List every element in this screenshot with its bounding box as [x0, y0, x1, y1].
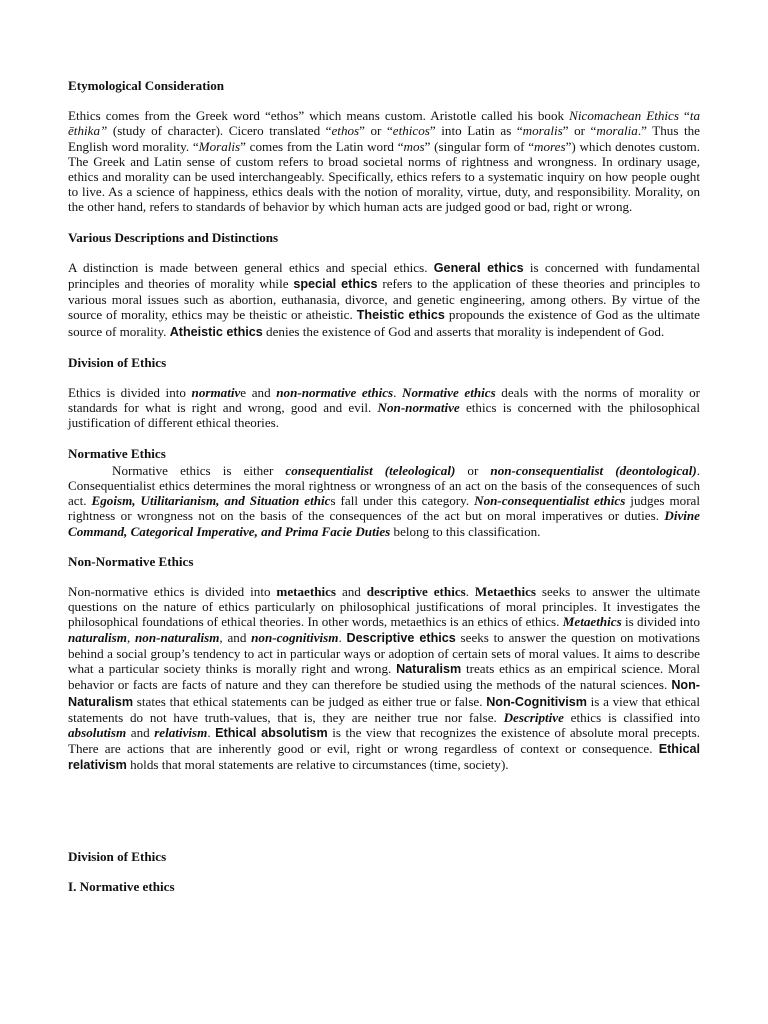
emphasis-run: naturalism: [68, 629, 127, 645]
emphasis-run: Naturalism: [396, 662, 462, 677]
emphasis-run: Non-normative: [377, 400, 460, 416]
heading-descriptions-distinctions: Various Descriptions and Distinctions: [68, 229, 279, 245]
heading-normative-ethics: Normative Ethics: [68, 445, 166, 461]
paragraph-normative: Normative ethics is either consequentialist (teleological) or non-consequentialist (deontological). Consequentialist ethics determines the moral rightness or wrongness of an act on the basis of the consequences of such act. Egoism, Utilitarianism, and Situation ethics fall under this category. Non-consequentialist ethics judges moral rightness or wrongness not on the basis of the consequences of the act but on moral imperatives or duties. Divine Command, Categorical Imperative, and Prima Facie Duties belong to this classification.: [68, 462, 701, 539]
emphasis-run: moralia: [596, 123, 638, 139]
emphasis-run: ethicos: [392, 123, 430, 139]
emphasis-run: Metaethics: [474, 584, 536, 600]
emphasis-run: Nicomachean Ethics: [569, 108, 679, 124]
heading-division-of-ethics: Division of Ethics: [68, 354, 167, 370]
emphasis-run: Theistic ethics: [356, 308, 445, 323]
emphasis-run: ethos: [331, 123, 360, 139]
emphasis-run: Ethical relativism: [68, 742, 700, 773]
emphasis-run: Descriptive: [503, 709, 564, 725]
emphasis-run: non-naturalism: [135, 629, 220, 645]
emphasis-run: special ethics: [293, 277, 378, 292]
emphasis-run: non-normative ethics: [276, 385, 394, 401]
emphasis-run: Non-Cognitivism: [486, 694, 587, 709]
emphasis-run: Divine Command, Categorical Imperative, and Prima Facie Duties: [68, 508, 700, 539]
heading-normative-ethics-roman: I. Normative ethics: [68, 878, 175, 894]
emphasis-run: Egoism, Utilitarianism, and Situation ethic: [91, 493, 331, 509]
emphasis-run: ta ēthika”: [68, 108, 701, 139]
paragraph-descriptions: A distinction is made between general ethics and special ethics. General ethics is concerned with fundamental principles and theories of morality while special ethics refers to the application of these theories and principles to various moral issues such as abortion, euthanasia, divorce, and genetic engineering, among others. By virtue of the source of morality, ethics may be theistic or atheistic. Theistic ethics propounds the existence of God as the ultimate source of morality. Atheistic ethics denies the existence of God and asserts that morality is independent of God.: [68, 259, 701, 339]
emphasis-run: non-cognitivism: [251, 629, 339, 645]
emphasis-run: absolutism: [68, 724, 127, 740]
emphasis-run: Non-consequentialist ethics: [474, 493, 626, 509]
emphasis-run: normativ: [191, 385, 241, 401]
emphasis-run: relativism: [154, 724, 208, 740]
emphasis-run: descriptive ethics: [366, 584, 466, 600]
emphasis-run: mos: [403, 138, 425, 154]
emphasis-run: General ethics: [433, 260, 524, 275]
emphasis-run: Descriptive ethics: [346, 630, 456, 645]
paragraph-etymology: Ethics comes from the Greek word “ethos” which means custom. Aristotle called his book Nicomachean Ethics “ta ēthika” (study of character). Cicero translated “ethos” or “ethicos” into Latin as “moralis” or “moralia.” Thus the English word morality. “Moralis” comes from the Latin word “mos” (singular form of “mores”) which denotes custom. The Greek and Latin sense of custom refers to broad societal norms of rightness and wrongness. In ordinary usage, ethics and morality can be used interchangeably. Specifically, ethics refers to a systematic inquiry on how people ought to live. As a science of happiness, ethics deals with the notion of morality, virtue, duty, and responsibility. Morality, on the other hand, refers to standards of behavior by which human acts are judged good or bad, right or wrong.: [68, 108, 701, 215]
paragraph-division: Ethics is divided into normative and non-normative ethics. Normative ethics deals with the norms of morality or standards for what is right and wrong, good and evil. Non-normative ethics is concerned with the philosophical justification of different ethical theories.: [68, 385, 701, 431]
emphasis-run: Atheistic ethics: [169, 324, 263, 339]
emphasis-run: Normative ethics: [402, 385, 496, 401]
document-page: [68, 78, 700, 909]
paragraph-non-normative: Non-normative ethics is divided into metaethics and descriptive ethics. Metaethics seeks to answer the ultimate questions on the nature of ethics particularly on philosophical justifications of moral principles. It investigates the philosophical foundations of ethical theories. In other words, metaethics is an ethics of ethics. Metaethics is divided into naturalism, non-naturalism, and non-cognitivism. Descriptive ethics seeks to answer the question on motivations behind a social group’s tendency to act in particular ways or adoption of certain sets of moral values. It aims to describe what a particular society thinks is morally right and wrong. Naturalism treats ethics as an empirical science. Moral behavior or facts are facts of nature and they can therefore be studied using the methods of the natural sciences. Non-Naturalism states that ethical statements can be judged as either true or false. Non-Cognitivism is a view that ethical statements do not have truth-values, that is, they are neither true nor false. Descriptive ethics is classified into absolutism and relativism. Ethical absolutism is the view that recognizes the existence of absolute moral precepts. There are actions that are inherently good or evil, right or wrong regardless of context or consequence. Ethical relativism holds that moral statements are relative to circumstances (time, society).: [68, 584, 701, 773]
emphasis-run: mores: [534, 138, 566, 154]
section-spacer: [68, 789, 700, 849]
emphasis-run: consequentialist (teleological): [285, 462, 456, 478]
emphasis-run: non-consequentialist (deontological): [490, 462, 697, 478]
heading-division-of-ethics-2: Division of Ethics: [68, 848, 167, 864]
emphasis-run: Moralis: [198, 138, 241, 154]
heading-non-normative-ethics: Non-Normative Ethics: [68, 553, 194, 569]
emphasis-run: Ethical absolutism: [215, 725, 328, 740]
emphasis-run: Metaethics: [562, 614, 622, 630]
emphasis-run: metaethics: [276, 584, 337, 600]
emphasis-run: Non-Naturalism: [68, 678, 700, 709]
emphasis-run: moralis: [522, 123, 563, 139]
heading-etymological-consideration: Etymological Consideration: [68, 78, 225, 93]
